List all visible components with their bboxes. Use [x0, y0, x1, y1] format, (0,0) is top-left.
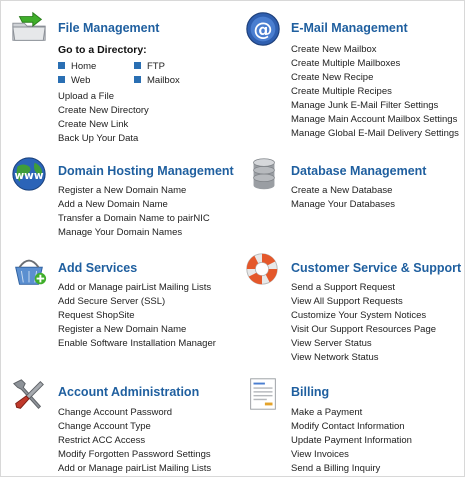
- account-link[interactable]: Modify Forgotten Password Settings: [58, 449, 211, 460]
- billing-link[interactable]: Send a Billing Inquiry: [291, 463, 381, 474]
- svg-text:www: www: [14, 169, 44, 182]
- email-link[interactable]: Create Multiple Recipes: [291, 86, 392, 97]
- account-link[interactable]: Restrict ACC Access: [58, 435, 146, 446]
- globe-www-icon: [10, 155, 48, 193]
- tools-icon: [10, 376, 48, 414]
- life-ring-icon: [243, 250, 281, 288]
- folder-arrow-icon: [10, 8, 48, 46]
- email-link[interactable]: Manage Junk E-Mail Filter Settings: [291, 100, 439, 111]
- service-link[interactable]: Register a New Domain Name: [58, 324, 187, 335]
- domain-link[interactable]: Manage Your Domain Names: [58, 227, 183, 238]
- invoice-icon: [244, 375, 282, 413]
- database-link[interactable]: Manage Your Databases: [291, 199, 396, 210]
- billing-link[interactable]: Update Payment Information: [291, 435, 412, 446]
- billing-link[interactable]: Modify Contact Information: [291, 421, 405, 432]
- billing-link[interactable]: View Invoices: [291, 449, 349, 460]
- account-link[interactable]: Change Account Password: [58, 407, 173, 418]
- support-link[interactable]: Visit Our Support Resources Page: [291, 324, 437, 335]
- directory-web-link[interactable]: Web: [58, 74, 90, 88]
- upload-file-link[interactable]: Upload a File: [58, 91, 114, 102]
- bullet-icon: [134, 62, 141, 69]
- billing-link[interactable]: Make a Payment: [291, 407, 363, 418]
- domain-link[interactable]: Add a New Domain Name: [58, 199, 168, 210]
- email-link[interactable]: Manage Main Account Mailbox Settings: [291, 114, 458, 125]
- create-directory-link[interactable]: Create New Directory: [58, 105, 149, 116]
- svg-text:@: @: [253, 18, 273, 41]
- bullet-icon: [58, 62, 65, 69]
- database-management-title[interactable]: Database Management: [291, 164, 427, 178]
- domain-hosting-title[interactable]: Domain Hosting Management: [58, 164, 234, 178]
- service-link[interactable]: Enable Software Installation Manager: [58, 338, 216, 349]
- email-link[interactable]: Manage Global E-Mail Delivery Settings: [291, 128, 459, 139]
- bullet-icon: [134, 76, 141, 83]
- support-link[interactable]: View Network Status: [291, 352, 379, 363]
- add-services-title[interactable]: Add Services: [58, 261, 138, 275]
- customer-service-title[interactable]: Customer Service & Support: [291, 261, 462, 275]
- directory-ftp-link[interactable]: FTP: [134, 60, 165, 74]
- go-to-directory-label: Go to a Directory:: [58, 44, 147, 56]
- domain-link[interactable]: Register a New Domain Name: [58, 185, 187, 196]
- directory-home-link[interactable]: Home: [58, 60, 96, 74]
- database-link[interactable]: Create a New Database: [291, 185, 393, 196]
- billing-title[interactable]: Billing: [291, 385, 330, 399]
- support-link[interactable]: Customize Your System Notices: [291, 310, 427, 321]
- domain-link[interactable]: Transfer a Domain Name to pairNIC: [58, 213, 210, 224]
- service-link[interactable]: Add or Manage pairList Mailing Lists: [58, 282, 212, 293]
- email-management-title[interactable]: E-Mail Management: [291, 21, 408, 35]
- account-link[interactable]: Add or Manage pairList Mailing Lists: [58, 463, 212, 474]
- email-link[interactable]: Create New Recipe: [291, 72, 374, 83]
- database-icon: [245, 155, 283, 193]
- support-link[interactable]: View Server Status: [291, 338, 372, 349]
- bullet-icon: [58, 76, 65, 83]
- email-link[interactable]: Create New Mailbox: [291, 44, 377, 55]
- directory-mailbox-link[interactable]: Mailbox: [134, 74, 180, 88]
- shopping-basket-icon: [10, 252, 48, 290]
- create-link-link[interactable]: Create New Link: [58, 119, 129, 130]
- service-link[interactable]: Request ShopSite: [58, 310, 135, 321]
- email-link[interactable]: Create Multiple Mailboxes: [291, 58, 401, 69]
- service-link[interactable]: Add Secure Server (SSL): [58, 296, 166, 307]
- backup-data-link[interactable]: Back Up Your Data: [58, 133, 139, 144]
- account-link[interactable]: Change Account Type: [58, 421, 151, 432]
- support-link[interactable]: View All Support Requests: [291, 296, 403, 307]
- at-sign-icon: [244, 10, 282, 48]
- file-management-title[interactable]: File Management: [58, 21, 160, 35]
- account-administration-title[interactable]: Account Administration: [58, 385, 200, 399]
- support-link[interactable]: Send a Support Request: [291, 282, 396, 293]
